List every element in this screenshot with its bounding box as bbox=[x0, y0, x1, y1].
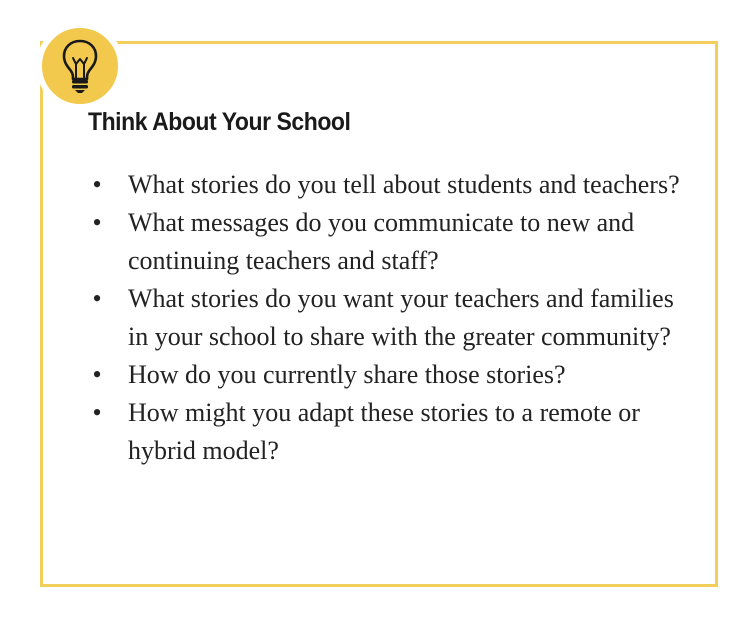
bullet: • bbox=[92, 398, 102, 427]
question-item bbox=[88, 394, 688, 470]
icon-badge bbox=[36, 22, 124, 110]
bullet: • bbox=[92, 170, 102, 199]
question-text: What stories do you tell about students and teachers? bbox=[128, 170, 680, 199]
question-text: How might you adapt these stories to a remote or hybrid model? bbox=[128, 398, 640, 465]
question-item bbox=[88, 280, 688, 356]
question-text: How do you currently share those stories? bbox=[128, 360, 566, 389]
question-list bbox=[88, 166, 688, 470]
lightbulb-icon bbox=[61, 38, 99, 94]
bullet: • bbox=[92, 360, 102, 389]
question-item bbox=[88, 356, 688, 394]
bullet: • bbox=[92, 208, 102, 237]
question-item bbox=[88, 204, 688, 280]
bullet: • bbox=[92, 284, 102, 313]
question-text: What messages do you communicate to new and continuing teachers and staff? bbox=[128, 208, 635, 275]
question-item bbox=[88, 166, 688, 204]
question-text: What stories do you want your teachers and families in your school to share with the greater community? bbox=[128, 284, 674, 351]
box-title: Think About Your School bbox=[88, 108, 351, 136]
